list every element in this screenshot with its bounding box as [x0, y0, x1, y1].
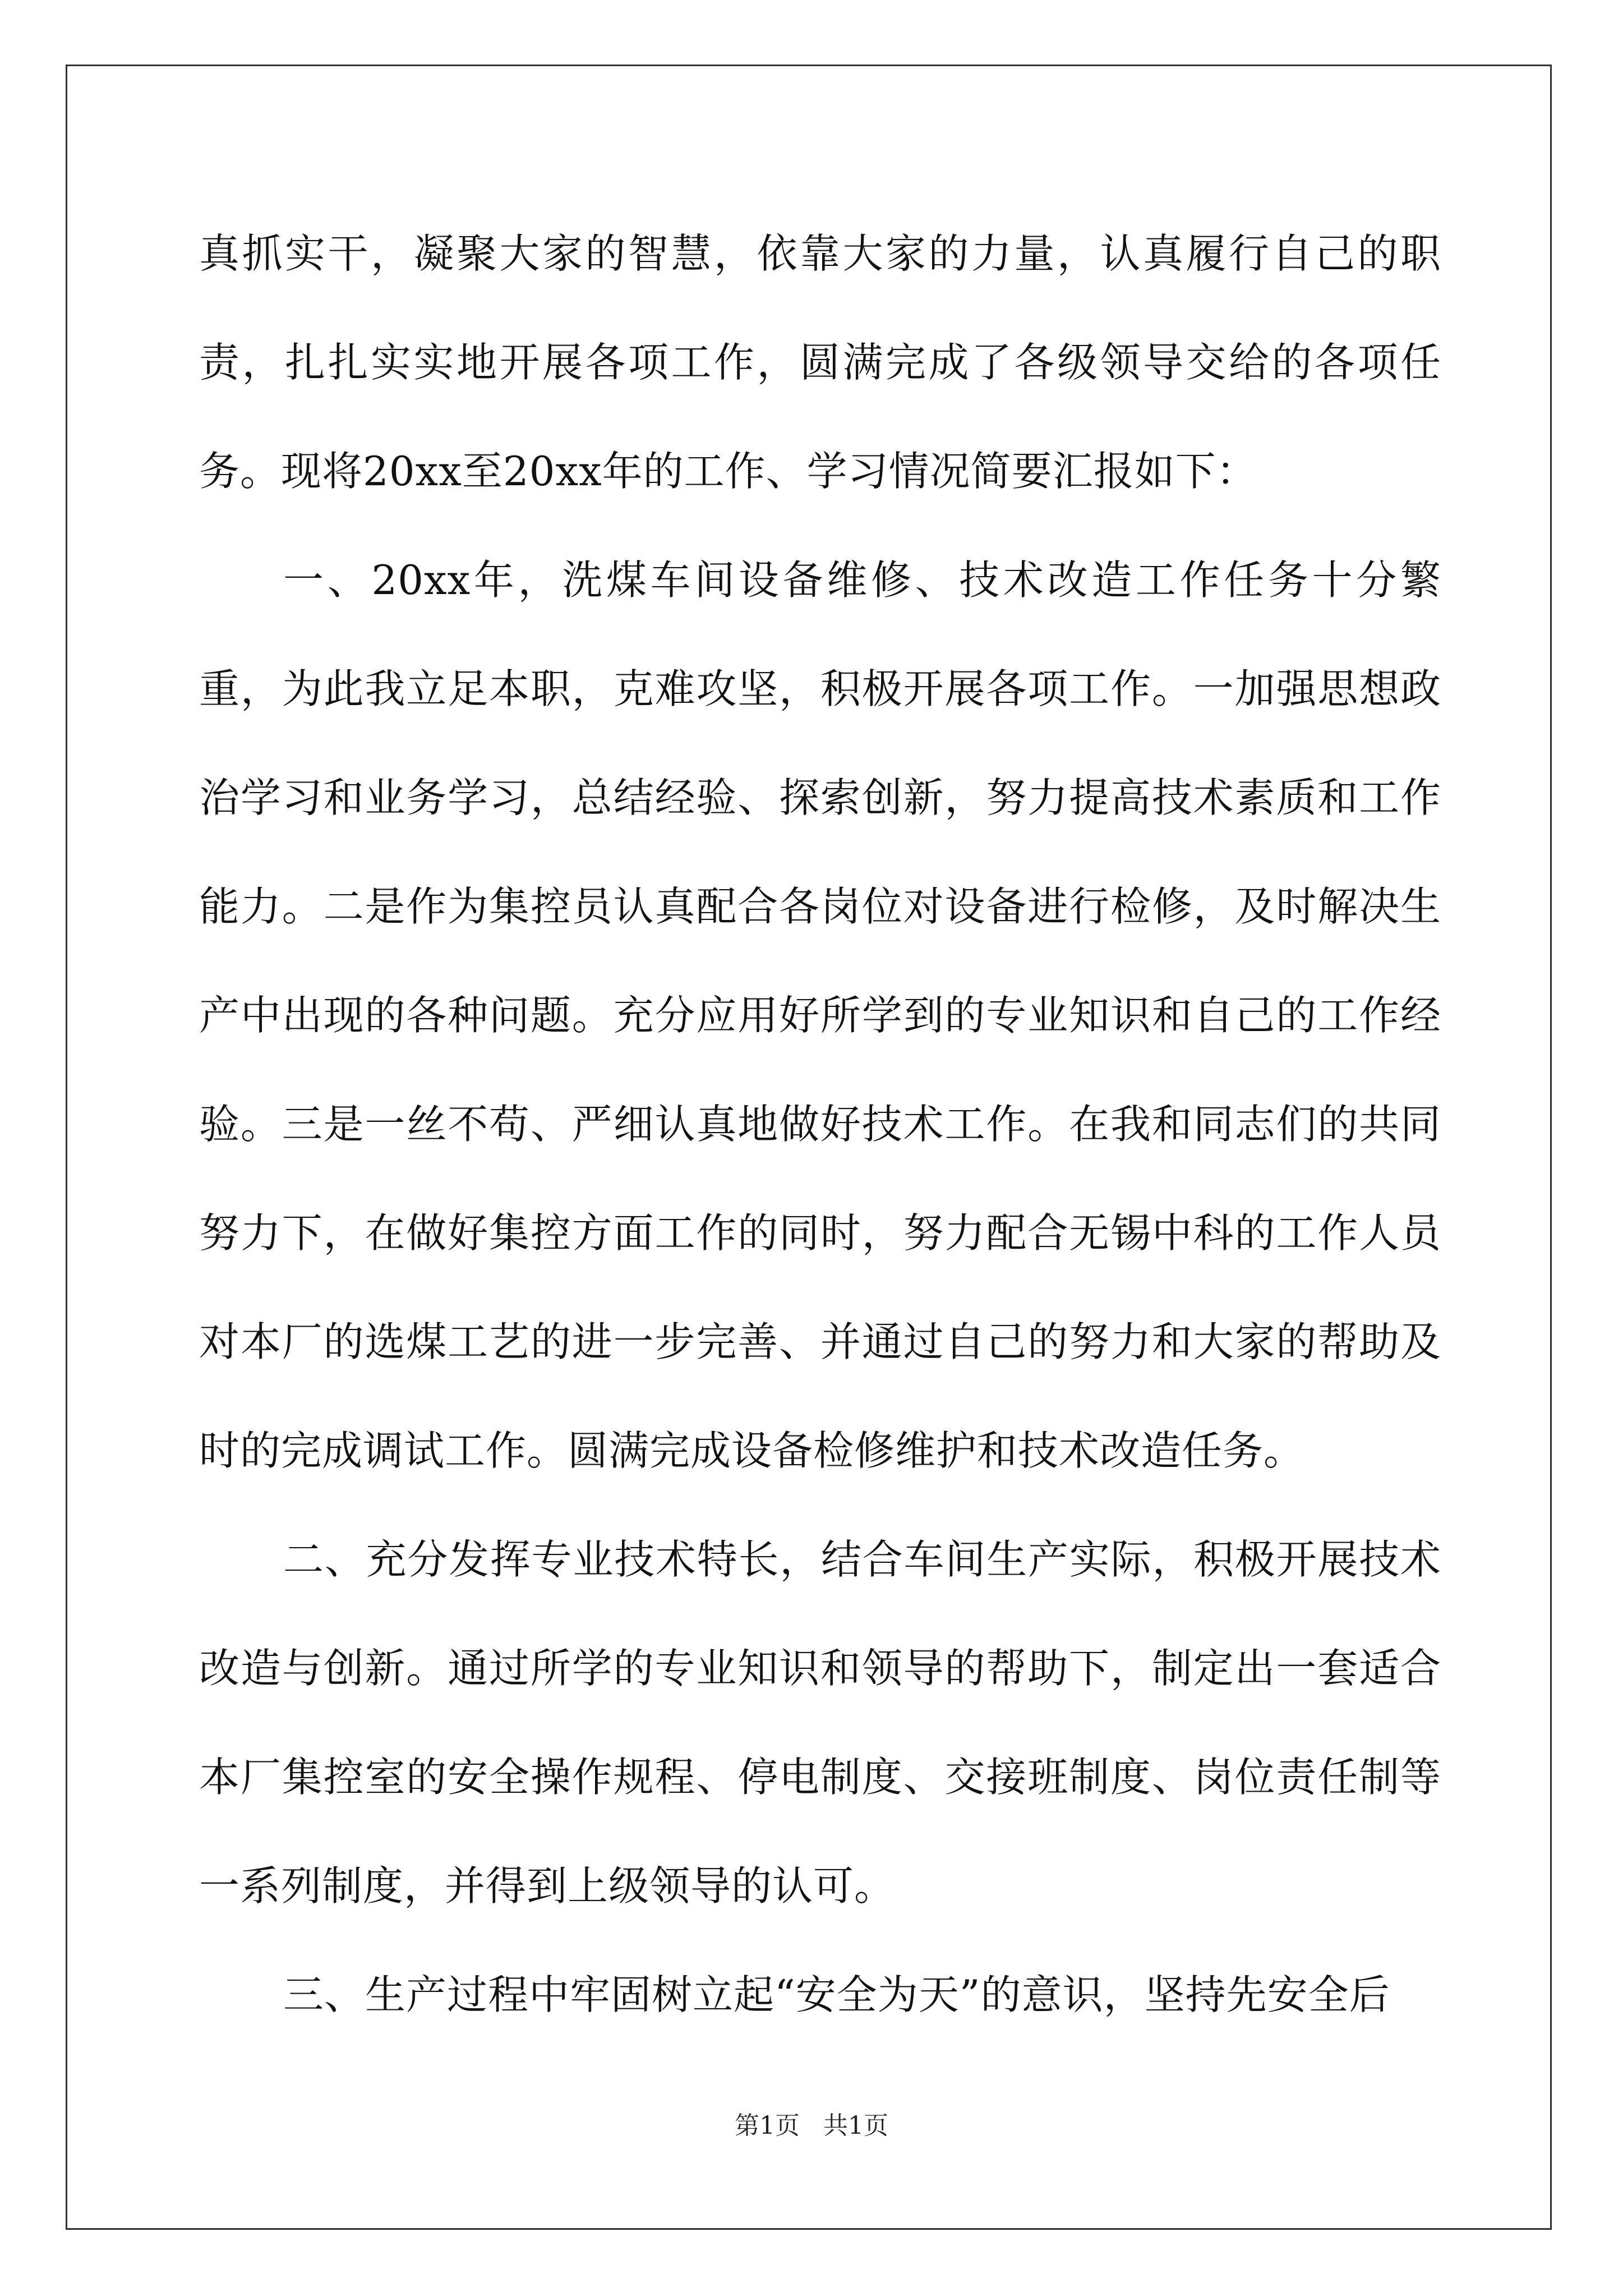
paragraph-section-two: 二、充分发挥专业技术特长，结合车间生产实际，积极开展技术改造与创新。通过所学的专业知识和领导的帮助下，制定出一套适合本厂集控室的安全操作规程、停电制度、交接班制度、岗位责任制等一系列制度，并得到上级领导的认可。: [199, 1536, 1441, 1910]
paragraph-intro: 真抓实干，凝聚大家的智慧，依靠大家的力量，认真履行自己的职责，扎扎实实地开展各项工作，圆满完成了各级领导交给的各项任务。现将20xx至20xx年的工作、学习情况简要汇报如下：: [199, 230, 1441, 495]
document-body: [199, 199, 1441, 2049]
paragraph-section-one: 一、20xx年，洗煤车间设备维修、技术改造工作任务十分繁重，为此我立足本职，克难攻坚，积极开展各项工作。一加强思想政治学习和业务学习，总结经验、探索创新，努力提高技术素质和工作能力。二是作为集控员认真配合各岗位对设备进行检修，及时解决生产中出现的各种问题。充分应用好所学到的专业知识和自己的工作经验。三是一丝不苟、严细认真地做好技术工作。在我和同志们的共同努力下，在做好集控方面工作的同时，努力配合无锡中科的工作人员对本厂的选煤工艺的进一步完善、并通过自己的努力和大家的帮助及时的完成调试工作。圆满完成设备检修维护和技术改造任务。: [199, 556, 1441, 1474]
paragraph-section-three: 三、生产过程中牢固树立起“安全为天”的意识，坚持先安全后: [283, 1971, 1390, 2018]
page-number-footer: 第1页 共1页: [735, 2111, 888, 2140]
